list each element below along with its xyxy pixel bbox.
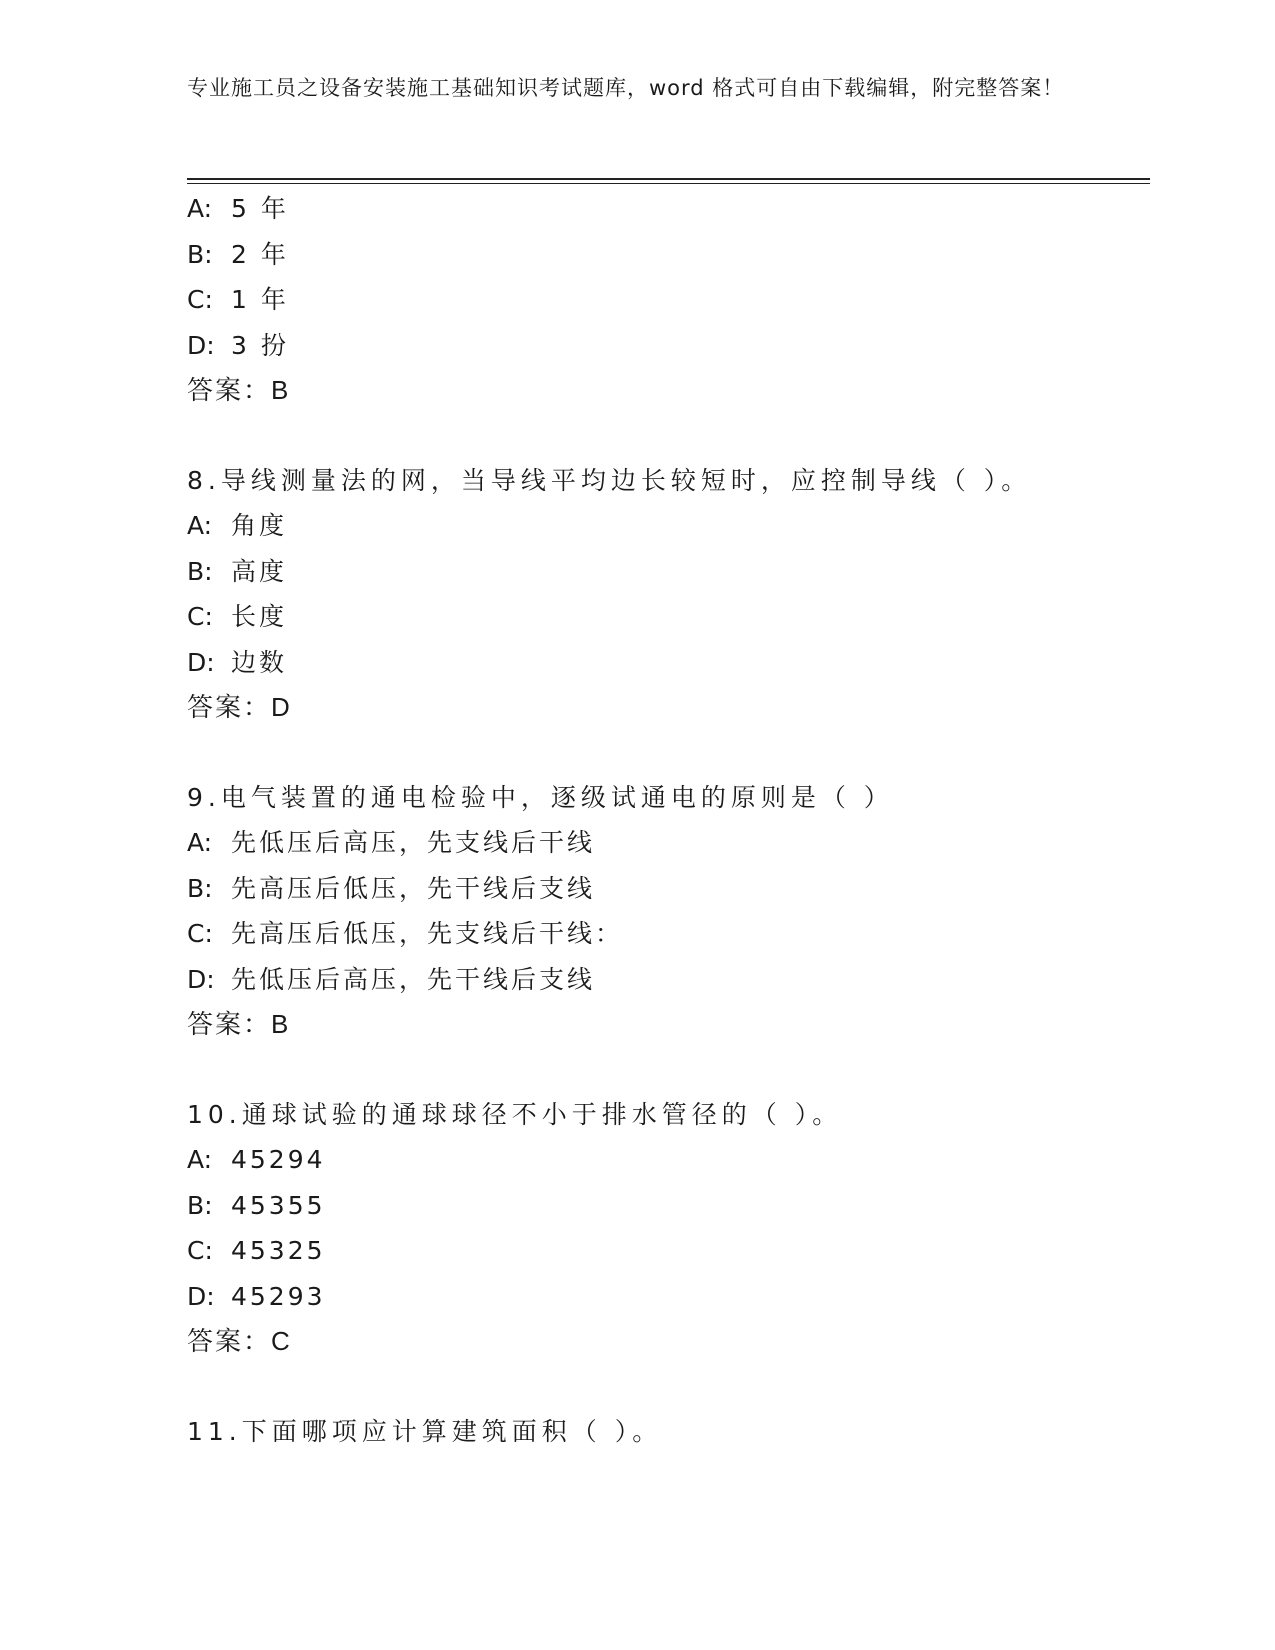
option-b: B: 45355 [187, 1190, 326, 1220]
option-d: D: 3 扮 [187, 330, 289, 360]
answer-line: 答案：D [187, 692, 292, 722]
option-a: A: 角度 [187, 511, 288, 540]
option-b: B: 高度 [187, 556, 288, 586]
document-header: 专业施工员之设备安装施工基础知识考试题库，word 格式可自由下载编辑，附完整答案！ [187, 76, 1065, 100]
question-text: 8.导线测量法的网，当导线平均边长较短时，应控制导线（ ）。 [187, 465, 1032, 495]
question-list [187, 186, 1147, 1454]
option-c: C: 长度 [187, 602, 288, 631]
answer-line: 答案：B [187, 375, 291, 405]
option-a: A: 5 年 [187, 194, 289, 223]
question-text: 9.电气装置的通电检验中，逐级试通电的原则是（ ） [187, 782, 894, 812]
option-a: A: 45294 [187, 1145, 326, 1174]
question-text: 10.通球试验的通球球径不小于排水管径的（ ）。 [187, 1099, 843, 1129]
header-divider-thin [187, 183, 1150, 184]
header-divider-thick [187, 178, 1150, 180]
option-c: C: 1 年 [187, 285, 289, 314]
option-d: D: 45293 [187, 1281, 326, 1311]
option-b: B: 2 年 [187, 239, 289, 269]
answer-line: 答案：C [187, 1326, 292, 1356]
option-d: D: 先低压后高压，先干线后支线 [187, 964, 596, 994]
option-b: B: 先高压后低压，先干线后支线 [187, 873, 596, 903]
question-text: 11.下面哪项应计算建筑面积（ ）。 [187, 1416, 663, 1446]
option-c: C: 45325 [187, 1236, 326, 1265]
option-c: C: 先高压后低压，先支线后干线： [187, 919, 624, 948]
answer-line: 答案：B [187, 1009, 291, 1039]
option-d: D: 边数 [187, 647, 288, 677]
option-a: A: 先低压后高压，先支线后干线 [187, 828, 596, 857]
